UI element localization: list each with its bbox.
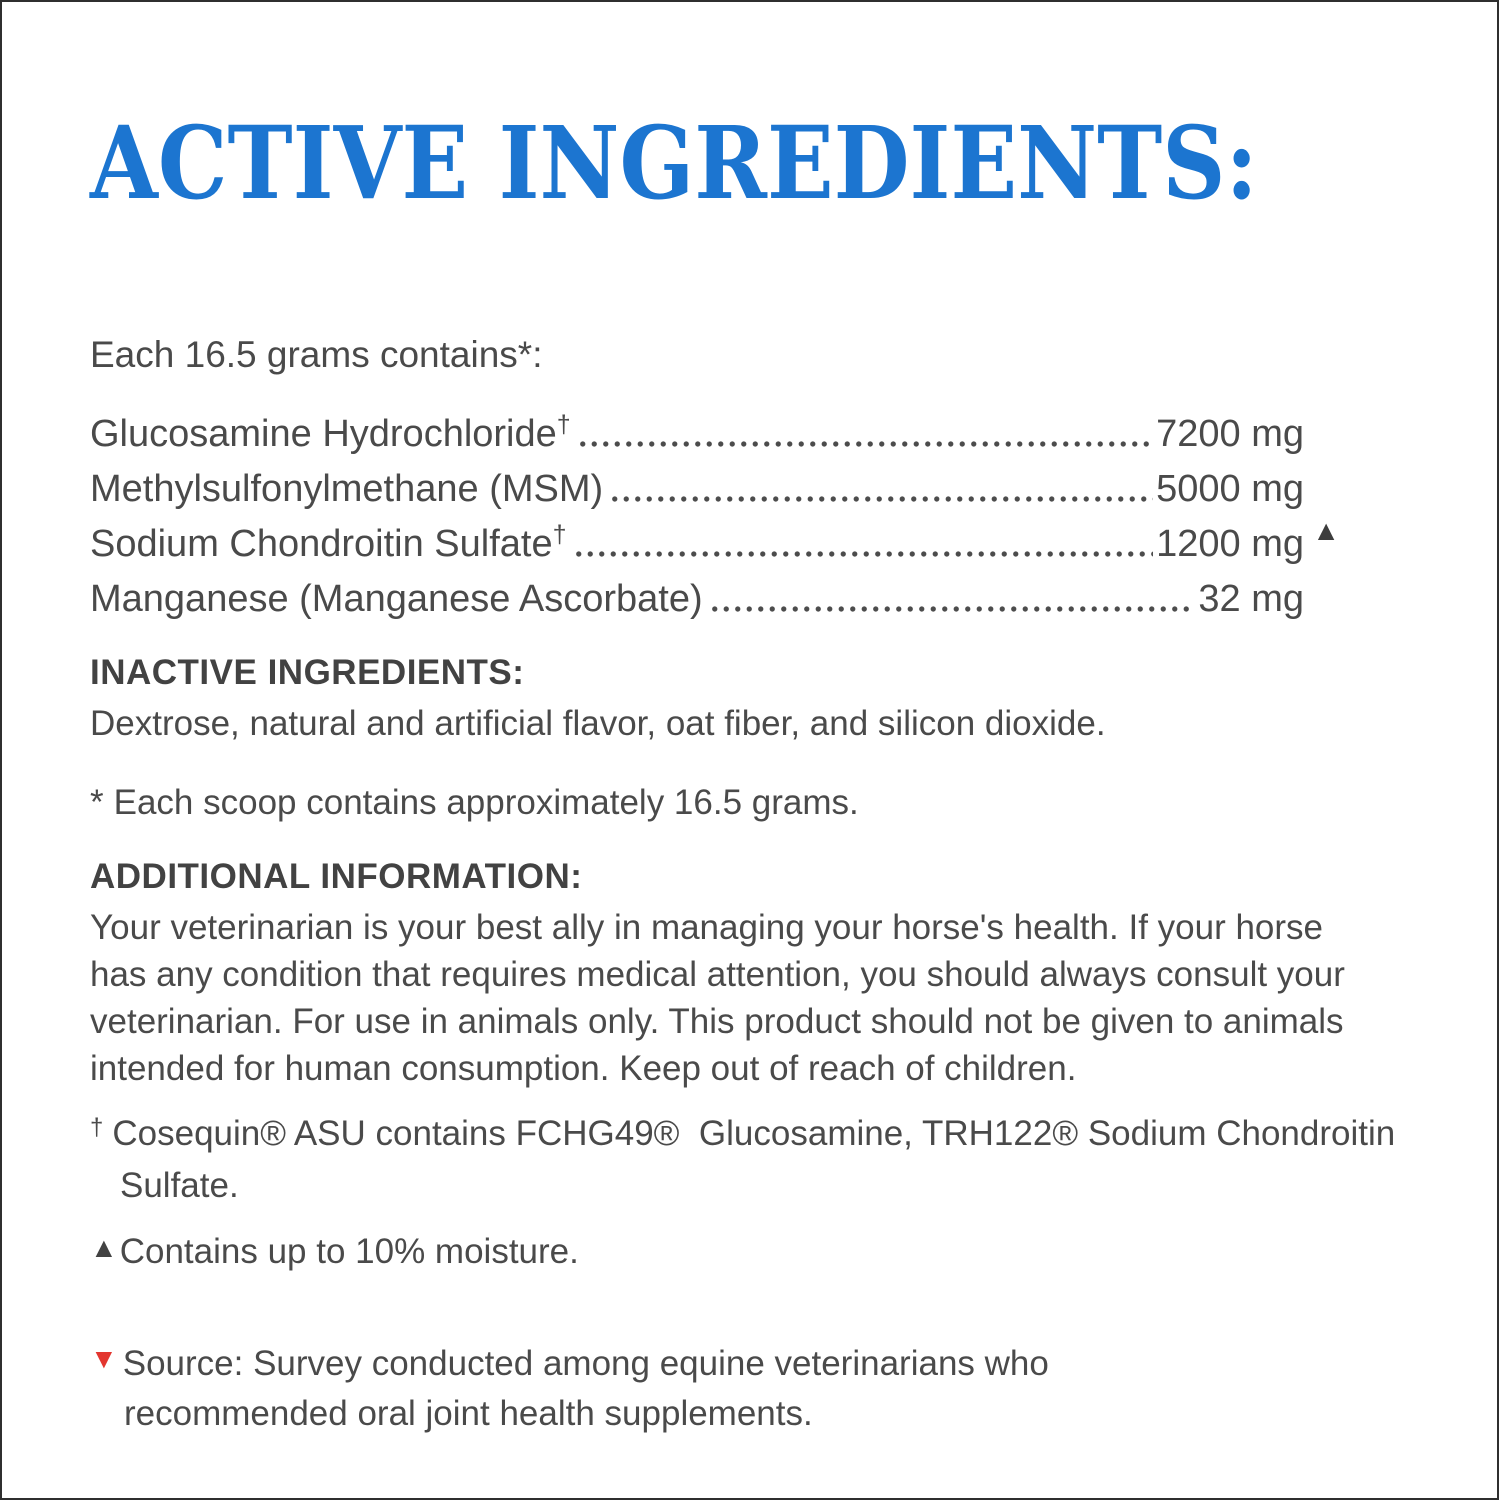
ingredient-name-text: Sodium Chondroitin Sulfate: [90, 523, 553, 565]
ingredient-amount: [1156, 466, 1304, 512]
up-triangle-icon: ▲: [90, 1232, 118, 1263]
dagger-mark: †: [90, 1114, 104, 1141]
ingredient-row: [90, 457, 1304, 512]
ingredient-amount-text: 32 mg: [1198, 578, 1304, 620]
dot-leader: [709, 606, 1196, 612]
dagger-footnote: [90, 1110, 1450, 1210]
ingredient-amount-text: 1200 mg: [1156, 523, 1304, 565]
serving-size-line: Each 16.5 grams contains*:: [90, 334, 543, 375]
ingredient-amount-text: 5000 mg: [1156, 468, 1304, 510]
ingredient-name: [90, 576, 703, 622]
ingredient-name: [90, 521, 567, 567]
additional-information-text: Your veterinarian is your best ally in managing your horse's health. If your horse has any condition that requires medical attention, you should always consult your veterinarian. For use in animals only. This product should not be given to animals intended for human consumption. Keep out of reach of children.: [90, 908, 1345, 1088]
dot-leader: [573, 551, 1154, 557]
moisture-footnote: [90, 1228, 1497, 1278]
ingredient-name-text: Methylsulfonylmethane (MSM): [90, 468, 604, 510]
moisture-footnote-text: Contains up to 10% moisture.: [119, 1232, 579, 1271]
ingredient-amount: [1198, 576, 1304, 622]
inactive-ingredients-text: Dextrose, natural and artificial flavor, oat fiber, and silicon dioxide.: [90, 704, 1106, 743]
scoop-footnote: [90, 779, 1497, 826]
ingredient-amount: [1156, 515, 1340, 567]
dot-leader: [577, 441, 1153, 447]
ingredient-row: [90, 567, 1304, 622]
down-triangle-icon: ▼: [90, 1343, 118, 1374]
source-footnote: [90, 1340, 1280, 1438]
asterisk-mark: *: [90, 783, 104, 822]
ingredient-name-text: Glucosamine Hydrochloride: [90, 413, 557, 455]
dagger-superscript: †: [552, 520, 567, 549]
ingredient-name: [90, 466, 603, 512]
up-triangle-superscript: ▲: [1312, 515, 1340, 546]
page-title: ACTIVE INGREDIENTS:: [90, 104, 1258, 222]
source-footnote-text: Source: Survey conducted among equine veterinarians who recommended oral joint health supplements.: [122, 1344, 1049, 1433]
ingredient-name-text: Manganese (Manganese Ascorbate): [90, 578, 703, 620]
dagger-superscript: †: [556, 410, 571, 439]
ingredient-name: [90, 411, 571, 457]
dagger-footnote-text: Cosequin® ASU contains FCHG49® Glucosamine, TRH122® Sodium Chondroitin Sulfate.: [112, 1114, 1396, 1205]
ingredient-amount-text: 7200 mg: [1156, 413, 1304, 455]
active-ingredients-list: [90, 402, 1340, 622]
scoop-footnote-text: Each scoop contains approximately 16.5 grams.: [113, 783, 859, 822]
ingredient-amount: [1156, 411, 1304, 457]
additional-information-heading: ADDITIONAL INFORMATION:: [90, 857, 583, 896]
dot-leader: [609, 496, 1153, 502]
ingredient-row: [90, 512, 1340, 567]
label-content: [2, 104, 1497, 1438]
inactive-ingredients-heading: INACTIVE INGREDIENTS:: [90, 653, 525, 692]
ingredient-row: [90, 402, 1304, 457]
